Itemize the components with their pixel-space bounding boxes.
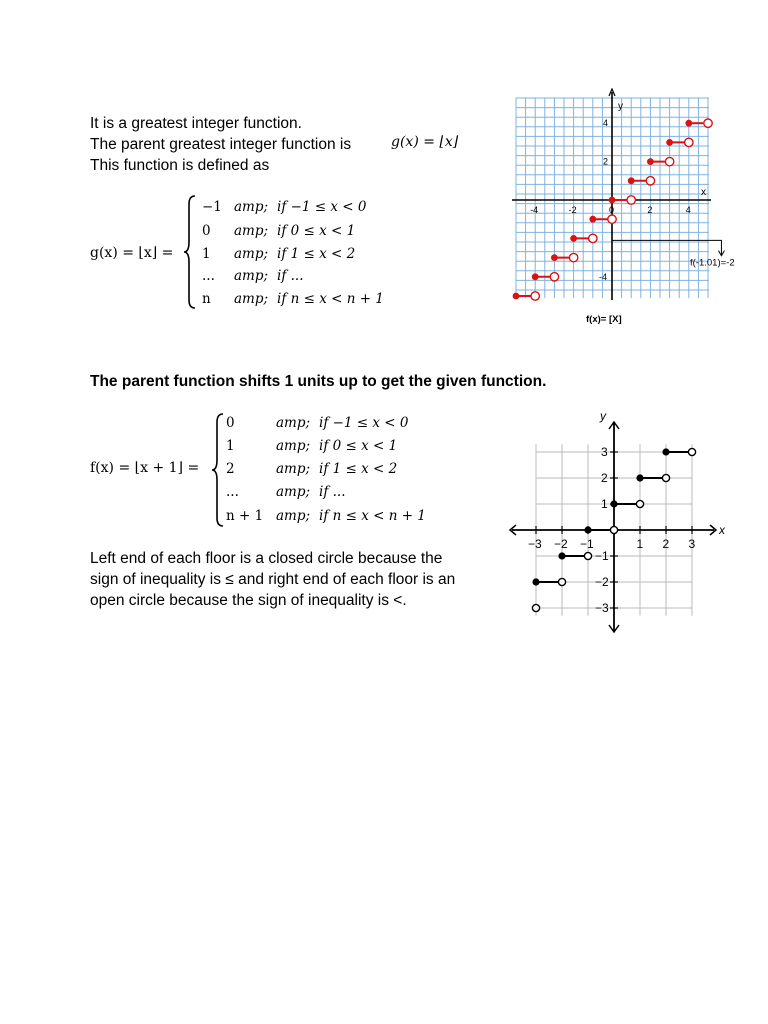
parent-function-graph: [498, 88, 748, 328]
closed-endpoint: [636, 474, 643, 481]
x-tick-label: 2: [662, 537, 670, 551]
x-axis-label: x: [719, 523, 725, 537]
y-tick-label: 4: [603, 118, 609, 129]
y-tick-label: 3: [601, 445, 608, 459]
piecewise-f-brace: [211, 412, 225, 528]
y-tick-label: −2: [595, 575, 609, 589]
closed-endpoint: [558, 552, 565, 559]
annotation-label: f(-1.01)=-2: [690, 257, 735, 269]
piecewise-f-lhs: f(x) = ⌊x + 1⌋ =: [90, 460, 200, 476]
open-endpoint: [531, 292, 539, 300]
closed-endpoint: [609, 197, 616, 204]
open-endpoint: [532, 604, 539, 611]
open-endpoint: [685, 138, 693, 146]
closed-endpoint: [647, 158, 654, 165]
x-tick-label: −3: [528, 537, 542, 551]
open-endpoint: [704, 119, 712, 127]
parent-function-formula: g(x) = ⌊x⌋: [391, 134, 459, 150]
y-tick-label: 2: [603, 156, 609, 167]
piecewise-f-definition: f(x) = ⌊x + 1⌋ = 0 amp; if −1 ≤ x < 0 1 amp; if 0 ≤ x < 1 2 amp; if 1 ≤ x < 2 ... amp; if ... n + 1 amp; if n ≤ x < n + 1: [90, 410, 450, 530]
shift-heading: The parent function shifts 1 units up to get the given function.: [90, 373, 547, 390]
graph-caption: f(x)= [X]: [586, 314, 622, 325]
x-tick-label: 1: [636, 537, 644, 551]
open-endpoint: [646, 177, 654, 185]
closed-endpoint: [532, 273, 539, 280]
y-tick-label: 2: [601, 471, 608, 485]
intro-line-2: The parent greatest integer function is: [90, 136, 352, 153]
closed-endpoint: [685, 120, 692, 127]
x-tick-label: −1: [580, 537, 594, 551]
open-endpoint: [550, 273, 558, 281]
x-tick-label: -2: [568, 205, 577, 215]
piecewise-g-lhs: g(x) = ⌊x⌋ =: [90, 245, 174, 261]
y-axis-label: y: [600, 409, 606, 423]
explanation-line-2: sign of inequality is ≤ and right end of each floor is an: [90, 571, 456, 588]
open-endpoint: [627, 196, 635, 204]
y-axis-label: y: [618, 101, 623, 112]
open-endpoint: [662, 474, 669, 481]
y-tick-label: -4: [599, 271, 608, 282]
closed-endpoint: [589, 216, 596, 223]
y-tick-label: 1: [601, 497, 608, 511]
closed-endpoint: [610, 500, 617, 507]
open-endpoint: [558, 578, 565, 585]
piecewise-g-definition: g(x) = ⌊x⌋ = −1 amp; if −1 ≤ x < 0 0 amp; if 0 ≤ x < 1 1 amp; if 1 ≤ x < 2 ... amp; if ... n amp; if n ≤ x < n + 1: [90, 192, 420, 312]
x-tick-label: 2: [647, 205, 653, 215]
open-endpoint: [610, 526, 617, 533]
explanation-line-1: Left end of each floor is a closed circle because the: [90, 550, 443, 567]
closed-endpoint: [584, 526, 591, 533]
open-endpoint: [589, 234, 597, 242]
open-endpoint: [608, 215, 616, 223]
explanation-line-3: open circle because the sign of inequality is <.: [90, 592, 407, 609]
x-axis-label: x: [701, 187, 706, 198]
open-endpoint: [584, 552, 591, 559]
x-tick-label: 0: [609, 205, 615, 215]
closed-endpoint: [532, 578, 539, 585]
closed-endpoint: [666, 139, 673, 146]
intro-line-3: This function is defined as: [90, 157, 270, 174]
closed-endpoint: [551, 254, 558, 261]
y-tick-label: −1: [595, 549, 609, 563]
open-endpoint: [569, 253, 577, 261]
closed-endpoint: [513, 293, 520, 300]
shifted-function-graph: [508, 405, 740, 637]
open-endpoint: [636, 500, 643, 507]
x-tick-label: -4: [530, 205, 539, 215]
closed-endpoint: [570, 235, 577, 242]
intro-line-1: It is a greatest integer function.: [90, 115, 302, 132]
closed-endpoint: [628, 177, 635, 184]
x-tick-label: −2: [554, 537, 568, 551]
x-tick-label: 3: [688, 537, 696, 551]
open-endpoint: [688, 448, 695, 455]
piecewise-g-brace: [183, 194, 197, 310]
open-endpoint: [665, 157, 673, 165]
y-tick-label: −3: [595, 601, 609, 615]
x-tick-label: 4: [685, 205, 691, 215]
closed-endpoint: [662, 448, 669, 455]
